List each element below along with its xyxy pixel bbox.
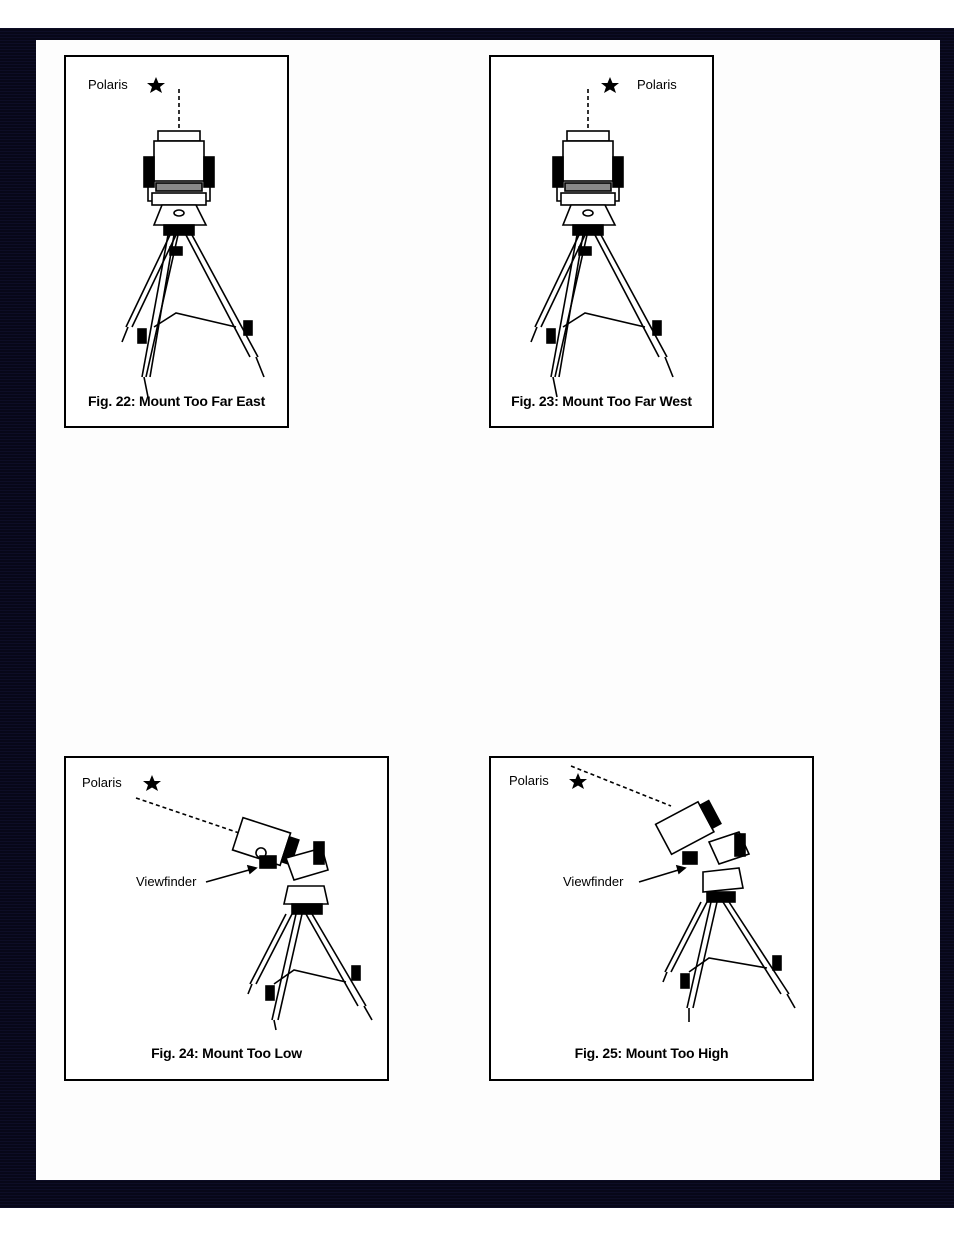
figure-caption: Fig. 24: Mount Too Low [151,1045,302,1061]
polaris-label: Polaris [509,773,549,788]
star-icon [569,773,587,789]
star-icon [143,775,161,791]
polaris-label: Polaris [82,775,122,790]
telescope-tilted-illustration [491,758,812,1079]
telescope-tilted-illustration [66,758,387,1079]
figure-25 [489,756,814,1081]
figure-caption: Fig. 22: Mount Too Far East [87,393,266,409]
polaris-label: Polaris [637,77,677,92]
polaris-label: Polaris [88,77,128,92]
telescope-upright-illustration [66,57,287,426]
star-icon [601,77,619,93]
viewfinder-label: Viewfinder [136,874,197,889]
figure-caption: Fig. 23: Mount Too Far West [511,393,692,409]
figure-caption: Fig. 25: Mount Too High [574,1045,729,1061]
document-page [36,40,940,1180]
viewfinder-label: Viewfinder [563,874,624,889]
figure-22 [64,55,289,428]
figure-23 [489,55,714,428]
telescope-upright-illustration [491,57,712,426]
figure-24 [64,756,389,1081]
star-icon [147,77,165,93]
